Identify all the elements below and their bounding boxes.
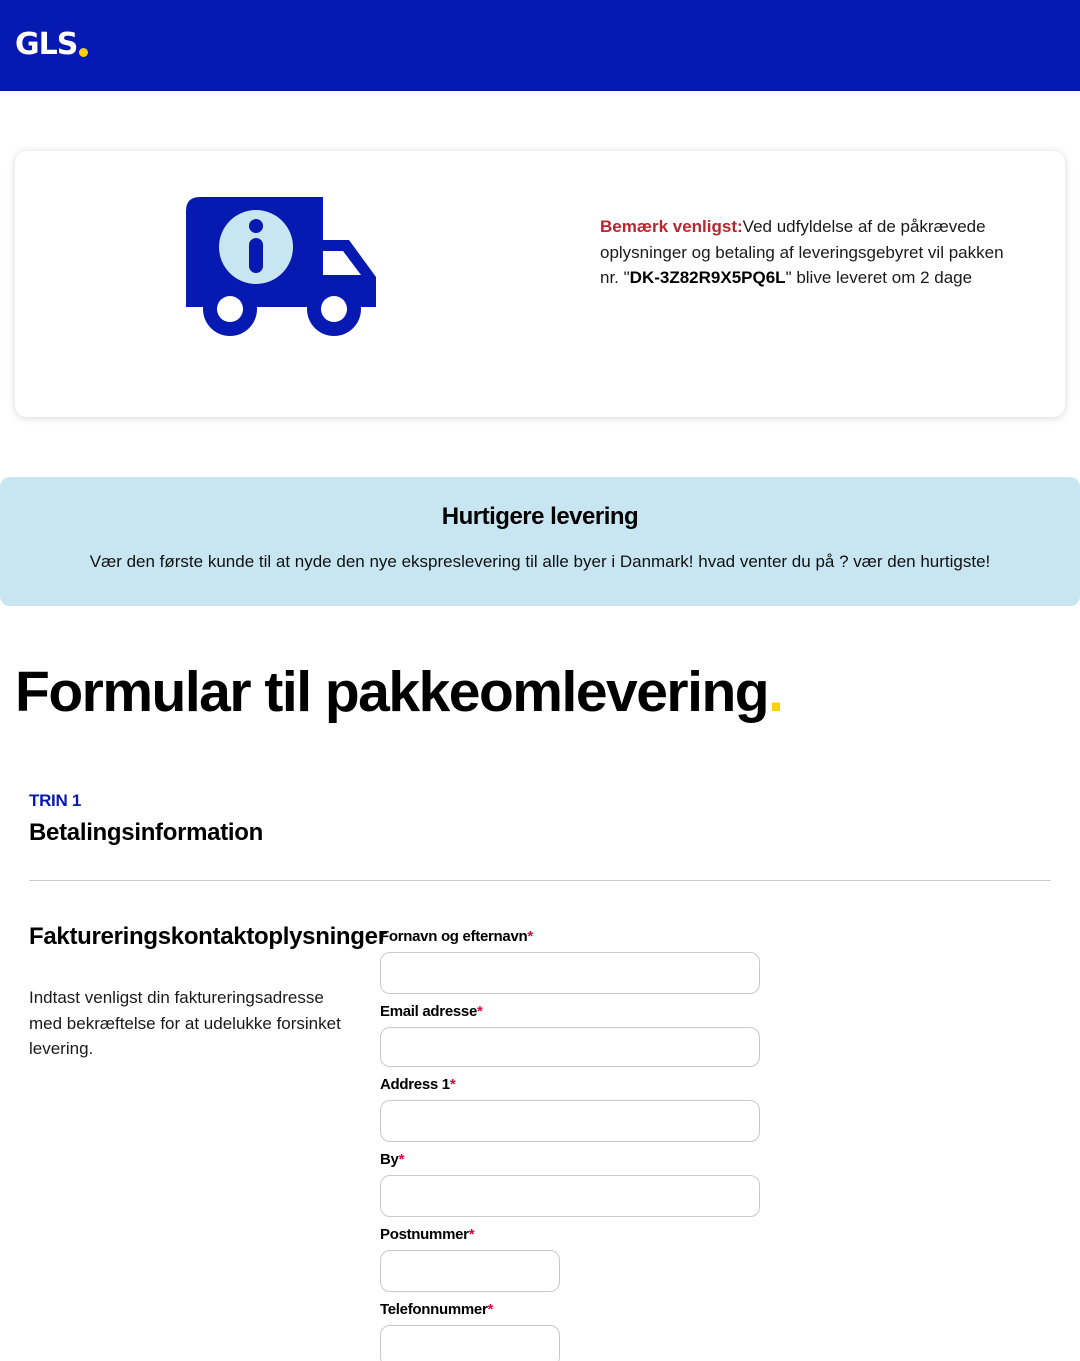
label-text: By [380,1151,399,1168]
address-input[interactable] [380,1100,760,1142]
promo-title: Hurtigere levering [441,503,639,530]
label-text: Address 1 [380,1076,450,1093]
express-delivery-banner [0,477,1080,606]
required-asterisk: * [527,928,533,945]
full-name-label [380,928,533,945]
full-name-input[interactable] [380,952,760,994]
top-header [0,0,1080,91]
delivery-info-card [15,151,1065,417]
required-asterisk: * [449,1076,456,1093]
email-label [380,1003,483,1020]
delivery-truck-info-icon [186,197,377,336]
phone-label [380,1301,493,1318]
required-asterisk: * [398,1151,405,1168]
billing-section-title: Faktureringskontaktoplysninger [29,923,387,950]
promo-text: Vær den første kunde til at nyde den nye ekspreslevering til alle byer i Danmark! hvad venter du på ? vær den hurtigste! [89,552,991,571]
label-text: Fornavn og efternavn [380,928,528,945]
city-label [380,1151,404,1168]
label-text: Telefonnummer [380,1301,488,1318]
page-title-text: Formular til pakkeomlevering [15,660,769,724]
title-dot: . [768,660,783,724]
section-divider [29,880,1051,881]
notice-lead: Bemærk venligst: [600,217,743,236]
logo-dot-icon [79,48,88,57]
required-asterisk: * [468,1226,475,1243]
page-title [15,656,782,728]
notice-text-1: Ved udfyldelse af de påkrævede oplysninger og betaling af leveringsgebyret vil pakken nr. " [600,217,1004,287]
parcel-number: DK-3Z82R9X5PQ6L [629,268,786,287]
label-text: Email adresse [380,1003,477,1020]
step-title: Betalingsinformation [29,819,264,846]
required-asterisk: * [487,1301,494,1318]
notice-text-2: " blive leveret om 2 dage [785,268,973,287]
logo-text: GLS [15,27,78,62]
email-input[interactable] [380,1027,760,1067]
step-label: TRIN 1 [29,791,82,810]
billing-section-description: Indtast venligst din faktureringsadresse med bekræftelse for at udelukke forsinket levering. [29,988,341,1058]
postal-code-input[interactable] [380,1250,560,1292]
address-label [380,1076,455,1093]
phone-input[interactable] [380,1325,560,1361]
label-text: Postnummer [380,1226,469,1243]
city-input[interactable] [380,1175,760,1217]
postal-code-label [380,1226,474,1243]
delivery-notice [600,214,1020,291]
required-asterisk: * [477,1003,483,1020]
gls-logo[interactable] [15,28,88,62]
